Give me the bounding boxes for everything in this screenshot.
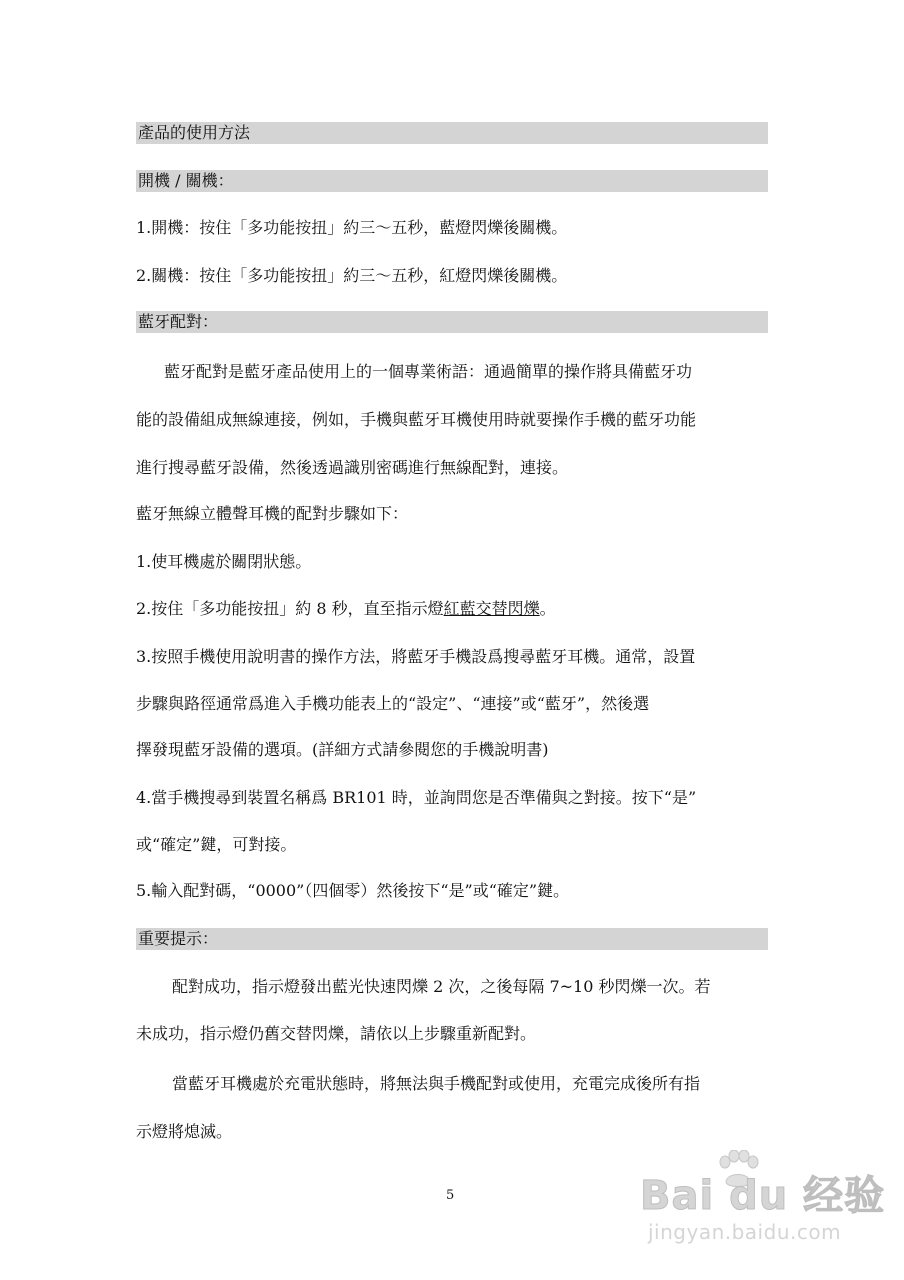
- heading-usage: 產品的使用方法: [136, 122, 768, 144]
- important-p2-line-2: 示燈將熄滅。: [136, 1122, 233, 1141]
- pairing-step-2: [136, 598, 768, 620]
- step-2-end: 。: [539, 599, 556, 618]
- pairing-steps-title: 藍牙無線立體聲耳機的配對步驟如下：: [136, 504, 409, 523]
- page-number: 5: [446, 1188, 455, 1203]
- pairing-step-3-line-1: 3.按照手機使用說明書的操作方法，將藍牙手機設爲搜尋藍牙耳機。通常，設置: [136, 647, 696, 666]
- pairing-step-4-line-2: 或“確定”鍵，可對接。: [136, 835, 297, 854]
- pairing-intro-line-2: 能的設備組成無線連接，例如，手機與藍牙耳機使用時就要操作手機的藍牙功能: [136, 410, 697, 429]
- important-p1-line-2: 未成功，指示燈仍舊交替閃爍，請依以上步驟重新配對。: [136, 1024, 537, 1043]
- pairing-step-3-line-2: 步驟與路徑通常爲進入手機功能表上的“設定”、“連接”或“藍牙”，然後選: [136, 694, 650, 713]
- power-off-text: 2.關機：按住「多功能按扭」約三～五秒，紅燈閃爍後關機。: [136, 266, 568, 285]
- pairing-step-3-line-3: 擇發現藍牙設備的選項。(詳細方式請參閱您的手機說明書): [136, 740, 549, 759]
- pairing-intro-line-1: 藍牙配對是藍牙產品使用上的一個專業術語：通過簡單的操作將具備藍牙功: [164, 362, 693, 381]
- important-p1-line-1: 配對成功，指示燈發出藍光快速閃爍 2 次，之後每隔 7~10 秒閃爍一次。若: [172, 977, 711, 996]
- important-p2-line-1: 當藍牙耳機處於充電狀態時，將無法與手機配對或使用，充電完成後所有指: [172, 1074, 701, 1093]
- pairing-intro-line-3: 進行搜尋藍牙設備，然後透過識別密碼進行無線配對，連接。: [136, 458, 569, 477]
- heading-pairing: 藍牙配對：: [136, 311, 768, 333]
- heading-important: 重要提示：: [136, 928, 768, 950]
- step-2-text: 2.按住「多功能按扭」約 8 秒，直至指示燈: [136, 599, 444, 618]
- pairing-step-4-line-1: 4.當手機搜尋到裝置名稱爲 BR101 時，並詢問您是否準備與之對接。按下“是”: [136, 788, 697, 807]
- pairing-step-1: 1.使耳機處於關閉狀態。: [136, 552, 312, 571]
- step-2-underlined: 紅藍交替閃爍: [443, 599, 540, 618]
- watermark-brand: Bai du 经验: [640, 1173, 886, 1219]
- heading-power: 開機 / 關機：: [136, 170, 768, 192]
- pairing-step-5: 5.輸入配對碼，“0000”（四個零）然後按下“是”或“確定”鍵。: [136, 881, 570, 900]
- baidu-watermark: [640, 1150, 890, 1260]
- power-on-text: 1.開機：按住「多功能按扭」約三～五秒，藍燈閃爍後關機。: [136, 218, 568, 237]
- watermark-url: jingyan.baidu.com: [648, 1220, 842, 1244]
